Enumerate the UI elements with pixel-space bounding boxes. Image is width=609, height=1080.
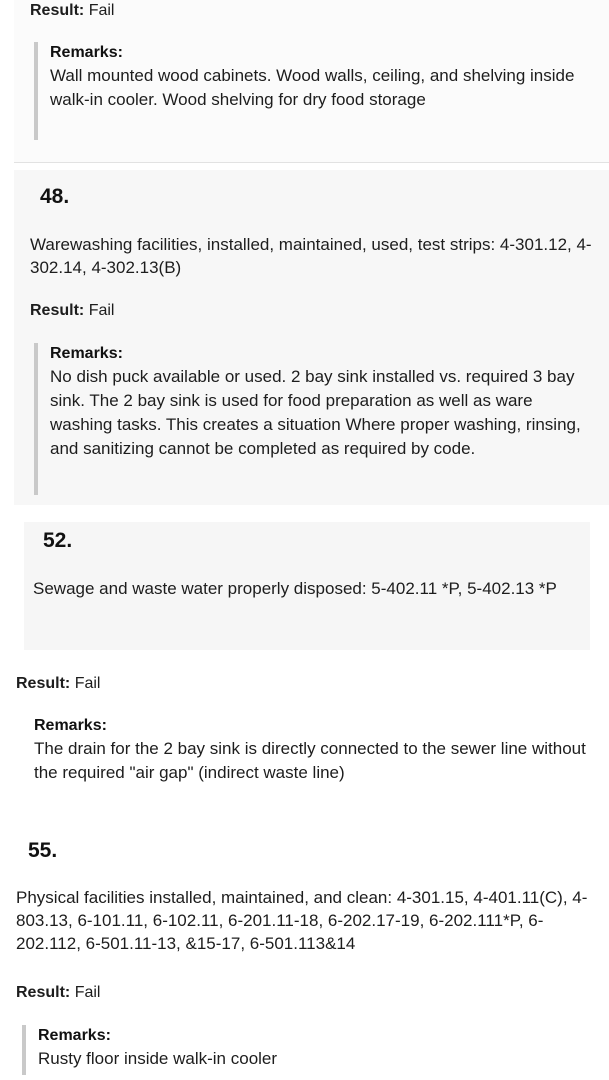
result-line	[16, 984, 100, 1002]
remarks-block	[22, 1025, 602, 1075]
remarks-block	[34, 42, 594, 140]
remarks-text: The drain for the 2 bay sink is directly connected to the sewer line without the required "air gap" (indirect waste line)	[34, 739, 586, 782]
item-number: 52.	[43, 529, 73, 552]
item-number: 48.	[40, 185, 70, 208]
remarks-block	[22, 715, 602, 785]
item-number: 55.	[28, 839, 58, 862]
result-value: Fail	[74, 675, 101, 692]
result-value: Fail	[74, 984, 101, 1001]
remarks-label: Remarks:	[38, 1027, 111, 1044]
result-label: Result:	[30, 2, 85, 19]
item-description: Physical facilities installed, maintained, and clean: 4-301.15, 4-401.11(C), 4-803.13, 6-101.11, 6-102.11, 6-201.11-18, 6-202.17-19, 6-202.111*P, 6-202.112, 6-501.11-13, &15-17, 6-501.113&14	[16, 888, 588, 953]
result-label: Result:	[16, 984, 71, 1001]
result-label: Result:	[16, 675, 71, 692]
result-line	[30, 302, 114, 320]
remarks-text: No dish puck available or used. 2 bay sink installed vs. required 3 bay sink. The 2 bay sink is used for food preparation as well as ware washing tasks. This creates a situation Where proper washing, rinsing, and sanitizing cannot be completed as required by code.	[50, 367, 581, 458]
remarks-label: Remarks:	[50, 345, 123, 362]
result-label: Result:	[30, 302, 85, 319]
remarks-block	[34, 343, 594, 495]
result-line	[16, 675, 100, 693]
item-description: Sewage and waste water properly disposed: 5-402.11 *P, 5-402.13 *P	[33, 579, 557, 598]
result-line	[30, 2, 114, 20]
result-value: Fail	[88, 2, 115, 19]
remarks-label: Remarks:	[34, 717, 107, 734]
remarks-label: Remarks:	[50, 44, 123, 61]
remarks-text: Rusty floor inside walk-in cooler	[38, 1049, 278, 1068]
remarks-text: Wall mounted wood cabinets. Wood walls, ceiling, and shelving inside walk-in cooler. Wood shelving for dry food storage	[50, 66, 575, 109]
item-description: Warewashing facilities, installed, maintained, used, test strips: 4-301.12, 4-302.14, 4-302.13(B)	[30, 235, 592, 277]
result-value: Fail	[88, 302, 115, 319]
